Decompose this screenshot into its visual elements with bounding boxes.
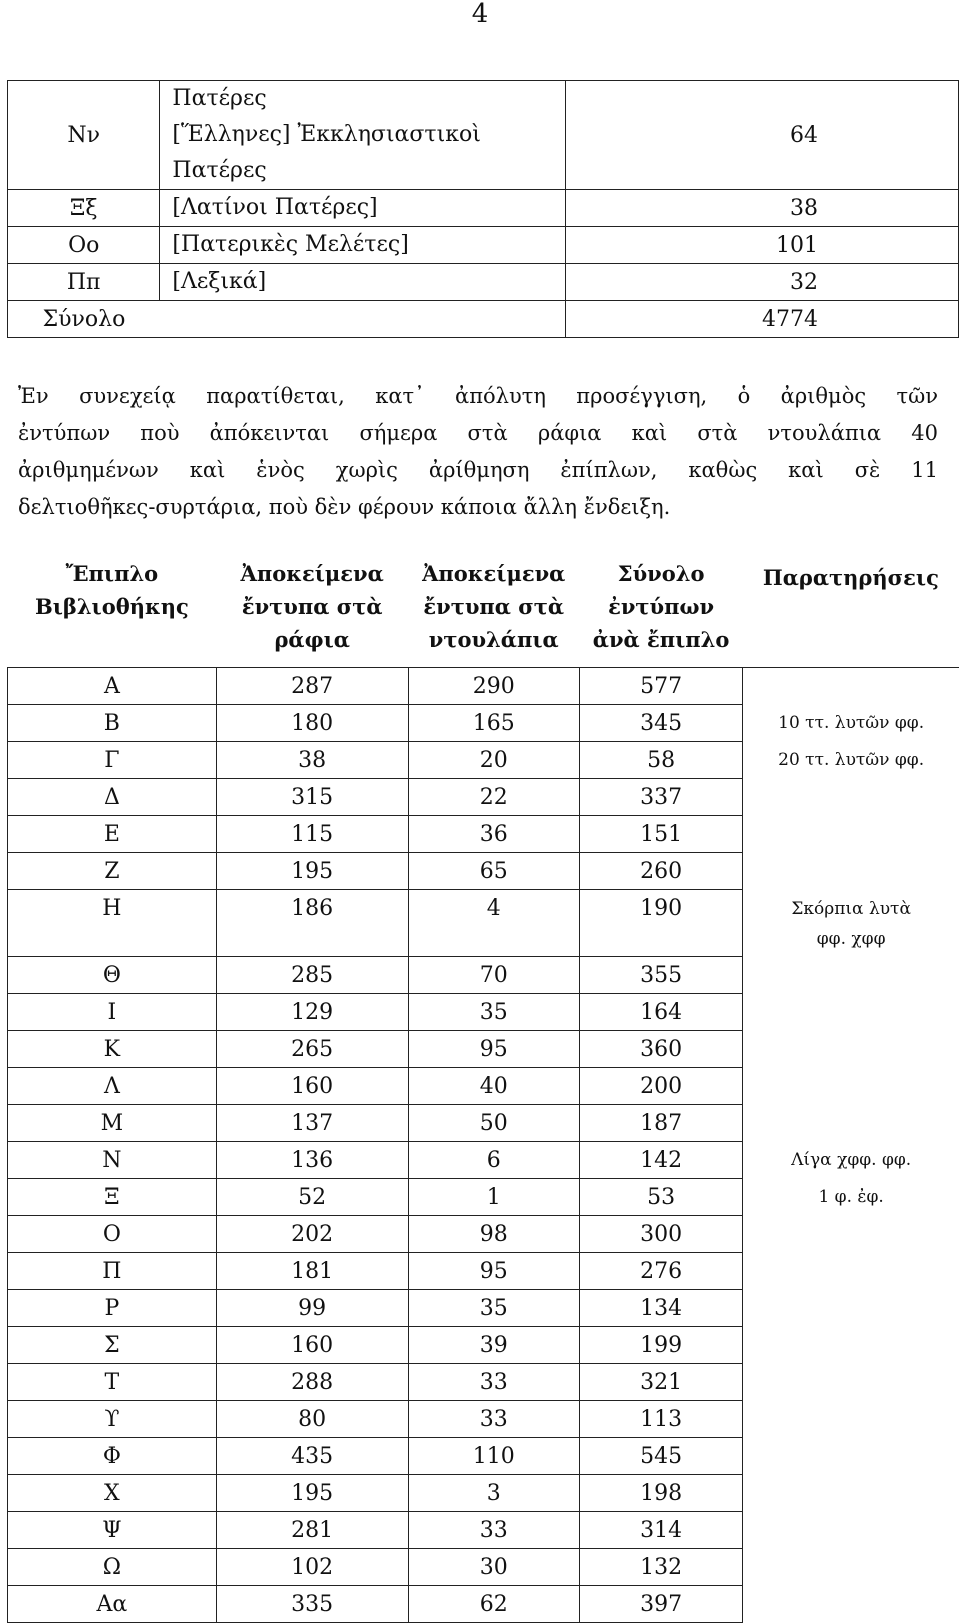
column-header-line: ἀνὰ ἔπιπλο xyxy=(592,627,730,652)
total-count-cell: 113 xyxy=(579,1401,742,1438)
notes-cell xyxy=(743,1401,959,1438)
total-count-cell: 360 xyxy=(579,1031,742,1068)
notes-cell xyxy=(743,1364,959,1401)
table-row xyxy=(8,816,960,853)
summary-description-cell xyxy=(160,190,566,227)
summary-count-cell: 32 xyxy=(566,264,959,301)
shelves-count-cell: 287 xyxy=(216,668,408,705)
notes-cell xyxy=(743,1068,959,1105)
notes-cell xyxy=(743,1512,959,1549)
table-row xyxy=(8,1179,960,1216)
furniture-cell: Δ xyxy=(8,779,217,816)
total-count-cell: 190 xyxy=(579,890,742,957)
table-row xyxy=(8,779,960,816)
table-row xyxy=(8,853,960,890)
furniture-cell: Ξ xyxy=(8,1179,217,1216)
shelves-count-cell: 202 xyxy=(216,1216,408,1253)
table-row xyxy=(8,1327,960,1364)
shelves-count-cell: 80 xyxy=(216,1401,408,1438)
cabinets-count-cell: 50 xyxy=(408,1105,579,1142)
summary-description-cell xyxy=(160,227,566,264)
summary-count-cell: 101 xyxy=(566,227,959,264)
total-count-cell: 260 xyxy=(579,853,742,890)
furniture-cell: Η xyxy=(8,890,217,957)
furniture-cell: Λ xyxy=(8,1068,217,1105)
table-row xyxy=(8,994,960,1031)
notes-cell xyxy=(743,1179,959,1216)
notes-cell xyxy=(743,1253,959,1290)
shelves-count-cell: 186 xyxy=(216,890,408,957)
shelves-count-cell: 265 xyxy=(216,1031,408,1068)
paragraph-line: δελτιοθῆκες-συρτάρια, ποὺ δὲν φέρουν κάποια ἄλλη ἔνδειξη. xyxy=(18,495,671,519)
table-row xyxy=(8,1253,960,1290)
notes-cell xyxy=(743,1142,959,1179)
notes-cell xyxy=(743,1290,959,1327)
cabinets-count-cell: 35 xyxy=(408,1290,579,1327)
cabinets-count-cell: 98 xyxy=(408,1216,579,1253)
summary-row xyxy=(8,301,959,338)
summary-row xyxy=(8,227,959,264)
column-header xyxy=(408,555,579,668)
shelves-count-cell: 315 xyxy=(216,779,408,816)
total-count-cell: 198 xyxy=(579,1475,742,1512)
summary-description-line: [Ἕλληνες] Ἐκκλησιαστικοὶ xyxy=(172,122,481,147)
cabinets-count-cell: 22 xyxy=(408,779,579,816)
column-header-line: Ἔπιπλο xyxy=(65,561,159,586)
notes-cell xyxy=(743,1216,959,1253)
total-count-cell: 200 xyxy=(579,1068,742,1105)
notes-cell xyxy=(743,1105,959,1142)
summary-description-line: Πατέρες xyxy=(172,86,267,111)
table-row xyxy=(8,957,960,994)
total-count-cell: 164 xyxy=(579,994,742,1031)
furniture-cell: Π xyxy=(8,1253,217,1290)
table-row xyxy=(8,1549,960,1586)
furniture-cell: Χ xyxy=(8,1475,217,1512)
cabinets-count-cell: 95 xyxy=(408,1031,579,1068)
notes-cell xyxy=(743,1475,959,1512)
summary-code-cell: Ππ xyxy=(8,264,160,301)
notes-cell xyxy=(743,957,959,994)
table-row xyxy=(8,1401,960,1438)
table-row xyxy=(8,890,960,957)
cabinets-count-cell: 40 xyxy=(408,1068,579,1105)
summary-description-line: [Λατίνοι Πατέρες] xyxy=(172,195,378,220)
table-row xyxy=(8,1031,960,1068)
summary-description-line: [Πατερικὲς Μελέτες] xyxy=(172,232,409,257)
furniture-cell: Ο xyxy=(8,1216,217,1253)
total-count-cell: 337 xyxy=(579,779,742,816)
notes-cell xyxy=(743,816,959,853)
shelves-count-cell: 195 xyxy=(216,853,408,890)
total-count-cell: 53 xyxy=(579,1179,742,1216)
column-header-line: Παρατηρήσεις xyxy=(762,565,939,590)
total-count-cell: 300 xyxy=(579,1216,742,1253)
column-header-line: Σύνολο xyxy=(617,561,705,586)
cabinets-count-cell: 95 xyxy=(408,1253,579,1290)
shelves-count-cell: 137 xyxy=(216,1105,408,1142)
total-count-cell: 142 xyxy=(579,1142,742,1179)
notes-cell xyxy=(743,705,959,742)
shelves-count-cell: 180 xyxy=(216,705,408,742)
shelves-count-cell: 136 xyxy=(216,1142,408,1179)
notes-cell xyxy=(743,1549,959,1586)
summary-code-cell: Νν xyxy=(8,81,160,190)
furniture-cell: Ε xyxy=(8,816,217,853)
furniture-holdings-table xyxy=(7,555,959,1623)
total-count-cell: 276 xyxy=(579,1253,742,1290)
furniture-cell: Ρ xyxy=(8,1290,217,1327)
shelves-count-cell: 288 xyxy=(216,1364,408,1401)
furniture-cell: Τ xyxy=(8,1364,217,1401)
total-count-cell: 577 xyxy=(579,668,742,705)
summary-code-cell: Οο xyxy=(8,227,160,264)
table-row xyxy=(8,1105,960,1142)
cabinets-count-cell: 30 xyxy=(408,1549,579,1586)
total-count-cell: 545 xyxy=(579,1438,742,1475)
notes-cell xyxy=(743,1031,959,1068)
cabinets-count-cell: 36 xyxy=(408,816,579,853)
notes-cell xyxy=(743,742,959,779)
furniture-cell: Φ xyxy=(8,1438,217,1475)
total-count-cell: 199 xyxy=(579,1327,742,1364)
cabinets-count-cell: 35 xyxy=(408,994,579,1031)
summary-count-cell: 4774 xyxy=(566,301,959,338)
shelves-count-cell: 181 xyxy=(216,1253,408,1290)
column-header-line: ράφια xyxy=(274,627,350,652)
table-row xyxy=(8,1475,960,1512)
cabinets-count-cell: 20 xyxy=(408,742,579,779)
furniture-cell: Ψ xyxy=(8,1512,217,1549)
table-row xyxy=(8,1364,960,1401)
summary-count-cell: 64 xyxy=(566,81,959,190)
shelves-count-cell: 335 xyxy=(216,1586,408,1623)
cabinets-count-cell: 3 xyxy=(408,1475,579,1512)
paragraph-line: ἐντύπων ποὺ ἀπόκεινται σήμερα στὰ ράφια καὶ στὰ ντουλάπια 40 xyxy=(18,421,938,445)
total-count-cell: 321 xyxy=(579,1364,742,1401)
cabinets-count-cell: 110 xyxy=(408,1438,579,1475)
table-row xyxy=(8,1142,960,1179)
furniture-cell: Θ xyxy=(8,957,217,994)
note-line: 10 ττ. λυτῶν φφ. xyxy=(778,713,925,733)
table-row xyxy=(8,1068,960,1105)
intro-paragraph xyxy=(18,378,938,526)
cabinets-count-cell: 62 xyxy=(408,1586,579,1623)
column-header-line: Βιβλιοθήκης xyxy=(34,594,189,619)
shelves-count-cell: 435 xyxy=(216,1438,408,1475)
shelves-count-cell: 160 xyxy=(216,1068,408,1105)
shelves-count-cell: 38 xyxy=(216,742,408,779)
column-header xyxy=(216,555,408,668)
shelves-count-cell: 52 xyxy=(216,1179,408,1216)
total-count-cell: 187 xyxy=(579,1105,742,1142)
table-row xyxy=(8,1290,960,1327)
notes-cell xyxy=(743,1327,959,1364)
column-header xyxy=(579,555,742,668)
table-row xyxy=(8,1216,960,1253)
cabinets-count-cell: 6 xyxy=(408,1142,579,1179)
total-count-cell: 355 xyxy=(579,957,742,994)
cabinets-count-cell: 1 xyxy=(408,1179,579,1216)
notes-cell xyxy=(743,1586,959,1623)
cabinets-count-cell: 39 xyxy=(408,1327,579,1364)
total-count-cell: 58 xyxy=(579,742,742,779)
notes-cell xyxy=(743,853,959,890)
note-line: Σκόρπια λυτὰ xyxy=(791,898,911,919)
table-row xyxy=(8,668,960,705)
total-count-cell: 314 xyxy=(579,1512,742,1549)
summary-row xyxy=(8,264,959,301)
furniture-cell: Κ xyxy=(8,1031,217,1068)
table-row xyxy=(8,705,960,742)
furniture-cell: Ν xyxy=(8,1142,217,1179)
note-line: 20 ττ. λυτῶν φφ. xyxy=(778,750,925,770)
furniture-cell: Ζ xyxy=(8,853,217,890)
table-row xyxy=(8,1438,960,1475)
table-row xyxy=(8,742,960,779)
column-header xyxy=(8,555,217,668)
note-line: Λίγα χφφ. φφ. xyxy=(791,1150,912,1170)
summary-code-cell: Σύνολο xyxy=(8,301,160,338)
page-number: 4 xyxy=(471,0,489,29)
paragraph-line: ἀριθμημένων καὶ ἑνὸς χωρὶς ἀρίθμηση ἐπίπλων, καθὼς καὶ σὲ 11 xyxy=(18,458,938,482)
column-header-line: ἐντύπων xyxy=(608,594,715,619)
furniture-cell: Α xyxy=(8,668,217,705)
cabinets-count-cell: 4 xyxy=(408,890,579,957)
furniture-cell: Ι xyxy=(8,994,217,1031)
total-count-cell: 132 xyxy=(579,1549,742,1586)
furniture-cell: Μ xyxy=(8,1105,217,1142)
column-header xyxy=(743,555,959,668)
furniture-cell: Σ xyxy=(8,1327,217,1364)
summary-row xyxy=(8,190,959,227)
shelves-count-cell: 160 xyxy=(216,1327,408,1364)
shelves-count-cell: 281 xyxy=(216,1512,408,1549)
cabinets-count-cell: 65 xyxy=(408,853,579,890)
notes-cell xyxy=(743,779,959,816)
notes-cell xyxy=(743,890,959,957)
summary-row xyxy=(8,81,959,190)
note-line: 1 φ. ἐφ. xyxy=(818,1187,884,1207)
total-count-cell: 345 xyxy=(579,705,742,742)
notes-cell xyxy=(743,1438,959,1475)
column-header-line: Ἀποκείμενα xyxy=(240,561,384,586)
notes-cell xyxy=(743,668,959,705)
furniture-cell: Ω xyxy=(8,1549,217,1586)
furniture-cell: Αα xyxy=(8,1586,217,1623)
summary-count-cell: 38 xyxy=(566,190,959,227)
shelves-count-cell: 285 xyxy=(216,957,408,994)
table-row xyxy=(8,1512,960,1549)
table-row xyxy=(8,1586,960,1623)
total-count-cell: 151 xyxy=(579,816,742,853)
summary-description-cell xyxy=(160,81,566,190)
furniture-cell: ϒ xyxy=(8,1401,217,1438)
shelves-count-cell: 195 xyxy=(216,1475,408,1512)
summary-description-line: [Λεξικά] xyxy=(172,269,267,294)
column-header-line: ἔντυπα στὰ xyxy=(241,594,383,619)
cabinets-count-cell: 70 xyxy=(408,957,579,994)
cabinets-count-cell: 165 xyxy=(408,705,579,742)
shelves-count-cell: 129 xyxy=(216,994,408,1031)
shelves-count-cell: 102 xyxy=(216,1549,408,1586)
notes-cell xyxy=(743,994,959,1031)
shelves-count-cell: 99 xyxy=(216,1290,408,1327)
column-header-line: ἔντυπα στὰ xyxy=(423,594,565,619)
cabinets-count-cell: 290 xyxy=(408,668,579,705)
summary-description-cell xyxy=(160,301,566,338)
summary-code-cell: Ξξ xyxy=(8,190,160,227)
paragraph-line: Ἐν συνεχείᾳ παρατίθεται, κατ᾽ ἀπόλυτη προσέγγιση, ὁ ἀριθμὸς τῶν xyxy=(18,384,938,408)
cabinets-count-cell: 33 xyxy=(408,1401,579,1438)
column-header-line: Ἀποκείμενα xyxy=(422,561,566,586)
total-count-cell: 397 xyxy=(579,1586,742,1623)
summary-description-cell xyxy=(160,264,566,301)
cabinets-count-cell: 33 xyxy=(408,1512,579,1549)
furniture-cell: Β xyxy=(8,705,217,742)
cabinets-count-cell: 33 xyxy=(408,1364,579,1401)
collection-summary-table xyxy=(7,80,959,338)
note-line: φφ. χφφ xyxy=(816,928,886,949)
total-count-cell: 134 xyxy=(579,1290,742,1327)
column-header-line: ντουλάπια xyxy=(428,627,559,652)
furniture-cell: Γ xyxy=(8,742,217,779)
summary-description-line: Πατέρες xyxy=(172,158,267,183)
shelves-count-cell: 115 xyxy=(216,816,408,853)
